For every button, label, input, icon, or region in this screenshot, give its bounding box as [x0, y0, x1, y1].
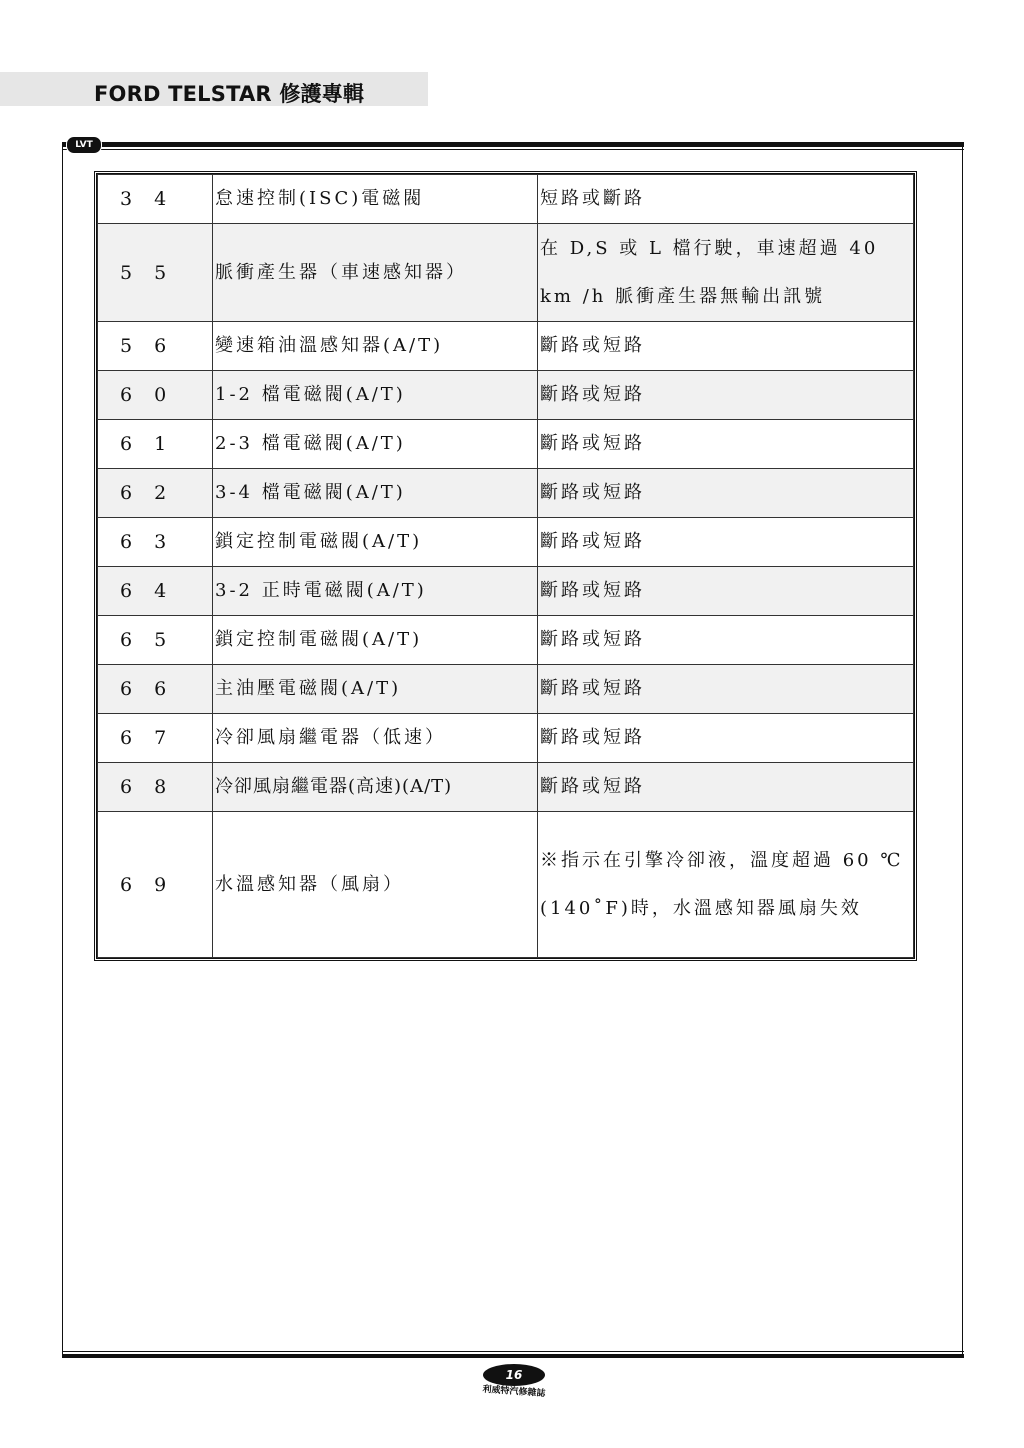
- desc-cell: 斷路或短路: [538, 322, 914, 371]
- code-cell: 6 5: [98, 616, 213, 665]
- table-row: [98, 420, 914, 469]
- desc-cell: 斷路或短路: [538, 714, 914, 763]
- item-cell: 脈衝產生器（車速感知器）: [213, 224, 538, 322]
- table-row: [98, 714, 914, 763]
- code-cell: 6 7: [98, 714, 213, 763]
- desc-cell: 斷路或短路: [538, 371, 914, 420]
- item-cell: 主油壓電磁閥(A/T): [213, 665, 538, 714]
- code-cell: 6 8: [98, 763, 213, 812]
- table-row: [98, 175, 914, 224]
- desc-cell: 斷路或短路: [538, 469, 914, 518]
- publisher-footer-logo: 利威特汽修雜誌: [482, 1384, 546, 1400]
- code-cell: 6 6: [98, 665, 213, 714]
- code-cell: 6 1: [98, 420, 213, 469]
- publisher-logo-badge: LVT: [66, 136, 102, 154]
- item-cell: 2-3 檔電磁閥(A/T): [213, 420, 538, 469]
- code-cell: 6 9: [98, 812, 213, 958]
- table-row: [98, 469, 914, 518]
- code-cell: 5 6: [98, 322, 213, 371]
- item-cell: 冷卻風扇繼電器(高速)(A/T): [213, 763, 538, 812]
- table-row: [98, 371, 914, 420]
- item-cell: 怠速控制(ISC)電磁閥: [213, 175, 538, 224]
- table-row: [98, 763, 914, 812]
- item-cell: 水溫感知器（風扇）: [213, 812, 538, 958]
- desc-cell: 在 D,S 或 L 檔行駛，車速超過 40 km /h 脈衝產生器無輸出訊號: [538, 224, 914, 322]
- table-row: [98, 616, 914, 665]
- frame-left-border: [62, 147, 63, 1356]
- code-cell: 6 2: [98, 469, 213, 518]
- desc-cell: 短路或斷路: [538, 175, 914, 224]
- desc-cell: 斷路或短路: [538, 420, 914, 469]
- top-rule: [62, 142, 964, 147]
- bottom-rule-thin: [62, 1351, 964, 1352]
- code-cell: 3 4: [98, 175, 213, 224]
- desc-cell: ※指示在引擎冷卻液，溫度超過 60 ℃ (140˚F)時，水溫感知器風扇失效: [538, 812, 914, 958]
- item-cell: 鎖定控制電磁閥(A/T): [213, 616, 538, 665]
- item-cell: 鎖定控制電磁閥(A/T): [213, 518, 538, 567]
- fault-code-table: [94, 171, 917, 961]
- desc-cell: 斷路或短路: [538, 616, 914, 665]
- page-title: FORD TELSTAR 修護專輯: [94, 82, 365, 106]
- code-cell: 6 4: [98, 567, 213, 616]
- table-row: [98, 567, 914, 616]
- item-cell: 冷卻風扇繼電器（低速）: [213, 714, 538, 763]
- item-cell: 變速箱油溫感知器(A/T): [213, 322, 538, 371]
- item-cell: 1-2 檔電磁閥(A/T): [213, 371, 538, 420]
- code-cell: 5 5: [98, 224, 213, 322]
- desc-cell: 斷路或短路: [538, 665, 914, 714]
- desc-cell: 斷路或短路: [538, 518, 914, 567]
- table-row: [98, 665, 914, 714]
- page-number: 16: [483, 1364, 545, 1386]
- frame-right-border: [962, 147, 963, 1356]
- item-cell: 3-2 正時電磁閥(A/T): [213, 567, 538, 616]
- desc-cell: 斷路或短路: [538, 567, 914, 616]
- table-row: [98, 518, 914, 567]
- table-row: [98, 224, 914, 322]
- table-row: [98, 812, 914, 958]
- bottom-rule: [62, 1354, 964, 1358]
- top-rule-thin: [62, 149, 964, 150]
- code-cell: 6 0: [98, 371, 213, 420]
- item-cell: 3-4 檔電磁閥(A/T): [213, 469, 538, 518]
- code-cell: 6 3: [98, 518, 213, 567]
- desc-cell: 斷路或短路: [538, 763, 914, 812]
- table-row: [98, 322, 914, 371]
